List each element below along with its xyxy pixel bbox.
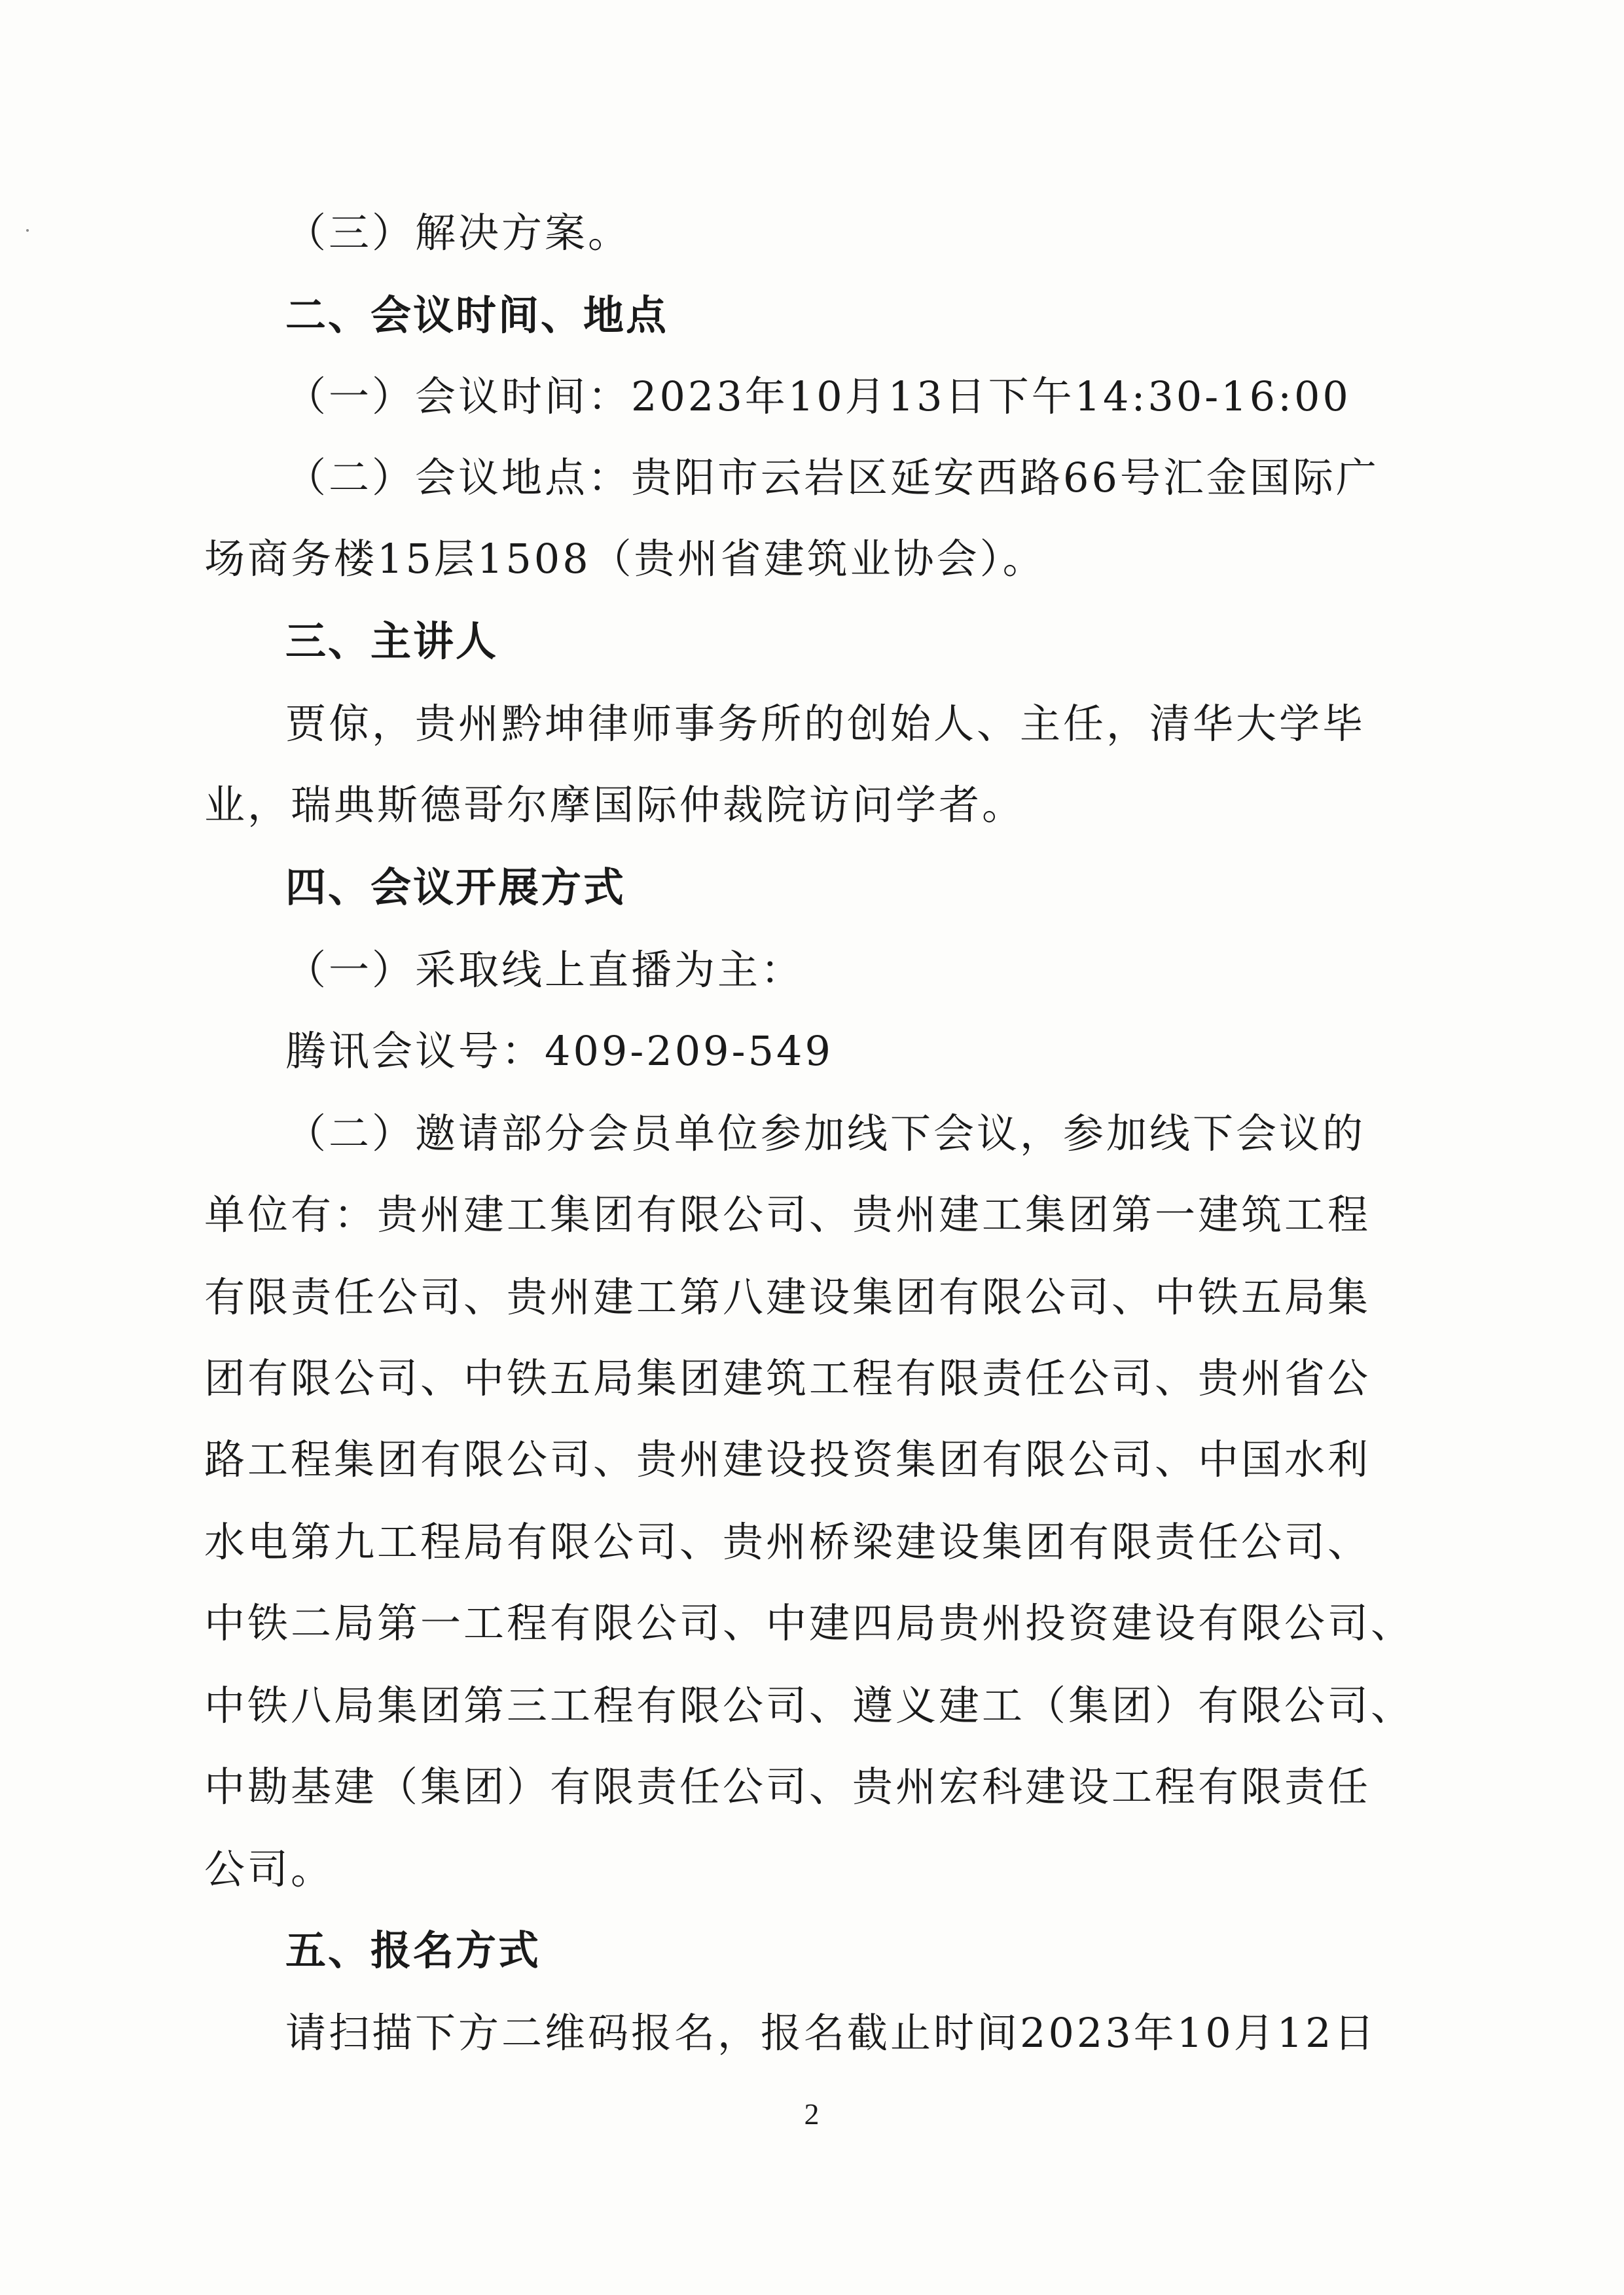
- subsection-solution: （三）解决方案。: [285, 209, 632, 257]
- page-number: 2: [804, 2097, 820, 2131]
- meeting-time: （一）会议时间：2023年10月13日下午14:30-16:00: [285, 372, 1351, 420]
- units-line-1: （二）邀请部分会员单位参加线下会议，参加线下会议的: [285, 1110, 1366, 1157]
- section-heading-format: 四、会议开展方式: [285, 863, 626, 911]
- units-line-7: 中铁二局第一工程有限公司、中建四局贵州投资建设有限公司、: [204, 1599, 1415, 1647]
- meeting-location-line-2: 场商务楼15层1508（贵州省建筑业协会）。: [204, 535, 1046, 583]
- section-heading-time-location: 二、会议时间、地点: [285, 291, 669, 339]
- units-line-10: 公司。: [204, 1845, 334, 1893]
- units-line-9: 中勘基建（集团）有限责任公司、贵州宏科建设工程有限责任: [204, 1763, 1371, 1811]
- units-line-3: 有限责任公司、贵州建工第八建设集团有限公司、中铁五局集: [204, 1273, 1371, 1321]
- units-line-2: 单位有：贵州建工集团有限公司、贵州建工集团第一建筑工程: [204, 1191, 1371, 1238]
- units-line-5: 路工程集团有限公司、贵州建设投资集团有限公司、中国水利: [204, 1436, 1371, 1483]
- speaker-line-2: 业，瑞典斯德哥尔摩国际仲裁院访问学者。: [204, 781, 1026, 829]
- section-heading-speaker: 三、主讲人: [285, 617, 499, 665]
- units-line-4: 团有限公司、中铁五局集团建筑工程有限责任公司、贵州省公: [204, 1354, 1371, 1402]
- speaker-line-1: 贾倞，贵州黔坤律师事务所的创始人、主任，清华大学毕: [285, 700, 1366, 748]
- section-heading-registration: 五、报名方式: [285, 1926, 541, 1974]
- scan-speck: [26, 229, 29, 232]
- units-line-6: 水电第九工程局有限公司、贵州桥梁建设集团有限责任公司、: [204, 1518, 1371, 1566]
- registration-instructions: 请扫描下方二维码报名，报名截止时间2023年10月12日: [285, 2009, 1377, 2057]
- online-format: （一）采取线上直播为主：: [285, 946, 804, 994]
- meeting-location-line-1: （二）会议地点：贵阳市云岩区延安西路66号汇金国际广: [285, 454, 1379, 501]
- tencent-meeting-id: 腾讯会议号：409-209-549: [285, 1027, 833, 1075]
- units-line-8: 中铁八局集团第三工程有限公司、遵义建工（集团）有限公司、: [204, 1682, 1415, 1729]
